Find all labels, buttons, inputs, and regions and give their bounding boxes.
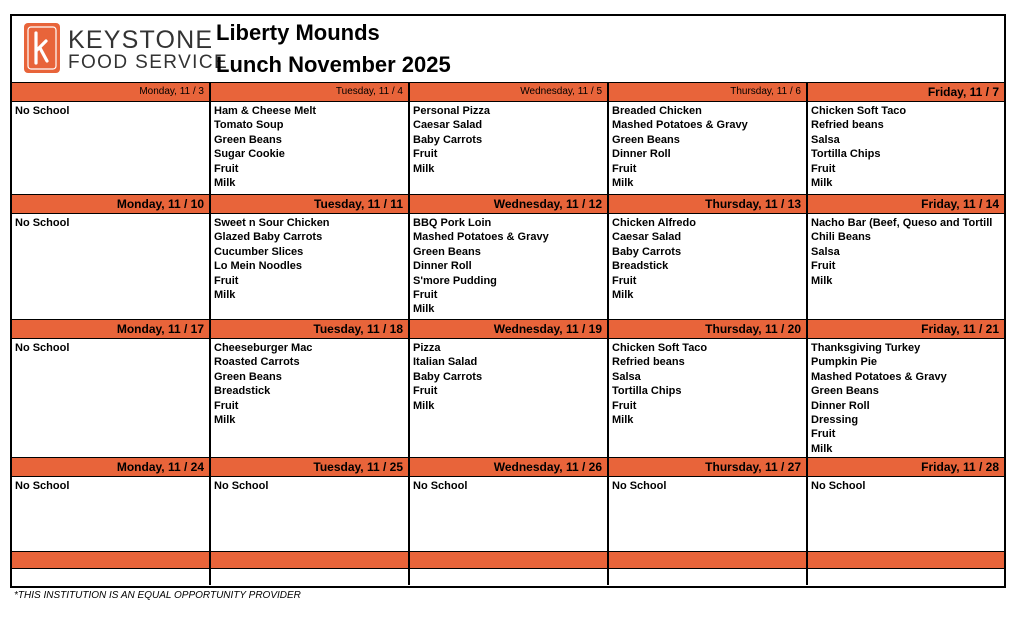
keystone-logo	[24, 23, 60, 73]
menu-item: Glazed Baby Carrots	[214, 231, 323, 244]
menu-calendar	[12, 82, 1004, 585]
menu-sheet	[10, 14, 1006, 588]
menu-item: Chicken Soft Taco	[811, 105, 907, 117]
day-cell	[808, 477, 1004, 551]
menu-item: No School	[15, 342, 70, 354]
menu-item: Milk	[811, 177, 833, 190]
day-header: Friday, 11 / 21	[921, 322, 999, 336]
menu-item: Baby Carrots	[413, 133, 483, 146]
menu-item: Milk	[214, 177, 236, 190]
menu-item: Roasted Carrots	[214, 356, 300, 369]
menu-title: Lunch November 2025	[216, 52, 451, 77]
menu-item: Breadstick	[214, 385, 271, 398]
day-header: Friday, 11 / 7	[927, 85, 999, 99]
day-header: Wednesday, 11 / 26	[410, 458, 609, 476]
menu-item: Nacho Bar (Beef, Queso and Tortill	[811, 217, 993, 229]
menu-item: Chicken Alfredo	[612, 217, 696, 229]
menu-item: Ham & Cheese Melt	[214, 105, 317, 117]
day-header: Tuesday, 11 / 4	[211, 83, 410, 101]
day-cell	[609, 339, 808, 457]
menu-item: Fruit	[811, 428, 836, 441]
menu-item: Sweet n Sour Chicken	[214, 217, 330, 229]
menu-item: Fruit	[413, 289, 438, 302]
brand-subtitle: FOOD SERVICE	[68, 52, 229, 73]
day-cell	[12, 214, 211, 319]
menu-item: Milk	[413, 162, 435, 175]
week-row	[12, 476, 1004, 551]
day-cell	[12, 339, 211, 457]
week-header	[12, 319, 1004, 338]
menu-item: Green Beans	[811, 385, 879, 398]
menu-item: Tortilla Chips	[612, 385, 682, 398]
menu-item: Green Beans	[612, 133, 680, 146]
day-cell	[211, 102, 410, 194]
menu-item: Dinner Roll	[413, 260, 472, 273]
day-cell	[609, 102, 808, 194]
menu-item: Cucumber Slices	[214, 245, 304, 258]
menu-item: Milk	[214, 414, 236, 427]
menu-item: Tortilla Chips	[811, 148, 881, 161]
menu-item: Sugar Cookie	[214, 148, 285, 161]
menu-item: Dinner Roll	[612, 148, 671, 161]
day-cell	[410, 102, 609, 194]
menu-item: Breadstick	[612, 260, 669, 273]
day-header: Thursday, 11 / 20	[609, 320, 808, 338]
menu-item: Salsa	[811, 133, 840, 146]
menu-item: Chili Beans	[811, 231, 871, 244]
day-cell	[808, 339, 1004, 457]
day-cell	[211, 339, 410, 457]
menu-item: Milk	[612, 177, 634, 190]
menu-item: Personal Pizza	[413, 105, 491, 117]
menu-item: Milk	[214, 289, 236, 302]
menu-item: No School	[612, 480, 667, 492]
menu-item: Fruit	[413, 148, 438, 161]
menu-item: Fruit	[413, 385, 438, 398]
day-header: Wednesday, 11 / 12	[410, 195, 609, 213]
week-row	[12, 338, 1004, 457]
day-header: Monday, 11 / 3	[12, 83, 211, 101]
equal-opportunity-notice: *THIS INSTITUTION IS AN EQUAL OPPORTUNITY PROVIDER	[14, 590, 301, 601]
menu-item: Refried beans	[811, 119, 884, 132]
menu-item: Dressing	[811, 414, 859, 427]
day-header: Thursday, 11 / 27	[609, 458, 808, 476]
header	[12, 16, 1004, 82]
day-header: Thursday, 11 / 6	[609, 83, 808, 101]
menu-item: Green Beans	[413, 245, 481, 258]
menu-item: Italian Salad	[413, 356, 478, 369]
day-header: Thursday, 11 / 13	[609, 195, 808, 213]
menu-item: Chicken Soft Taco	[612, 342, 708, 354]
day-cell	[410, 214, 609, 319]
menu-item: Breaded Chicken	[612, 105, 702, 117]
day-cell	[211, 214, 410, 319]
menu-item: Mashed Potatoes & Gravy	[612, 119, 748, 132]
menu-item: No School	[413, 480, 468, 492]
day-header: Wednesday, 11 / 5	[410, 83, 609, 101]
menu-item: Fruit	[214, 274, 239, 287]
menu-item: Milk	[413, 303, 435, 316]
menu-item: Green Beans	[214, 133, 282, 146]
menu-item: Green Beans	[214, 370, 282, 383]
day-cell	[808, 102, 1004, 194]
day-cell	[609, 214, 808, 319]
menu-item: S'more Pudding	[413, 274, 497, 287]
day-header: Friday, 11 / 28	[921, 460, 999, 474]
empty-week-header	[12, 551, 1004, 568]
day-cell	[410, 339, 609, 457]
menu-item: Caesar Salad	[413, 119, 483, 132]
week-row	[12, 101, 1004, 194]
day-header: Tuesday, 11 / 25	[211, 458, 410, 476]
menu-item: Lo Mein Noodles	[214, 260, 302, 273]
menu-item: Fruit	[811, 260, 836, 273]
menu-item: Milk	[612, 414, 634, 427]
menu-item: Salsa	[612, 370, 641, 383]
menu-item: Milk	[612, 289, 634, 302]
school-name: Liberty Mounds	[216, 20, 380, 45]
menu-item: Milk	[811, 442, 833, 455]
menu-item: Fruit	[811, 162, 836, 175]
day-cell	[808, 214, 1004, 319]
menu-item: Dinner Roll	[811, 399, 870, 412]
menu-item: Salsa	[811, 245, 840, 258]
menu-item: Milk	[413, 399, 435, 412]
menu-item: No School	[214, 480, 269, 492]
menu-item: Mashed Potatoes & Gravy	[811, 370, 947, 383]
day-header: Tuesday, 11 / 11	[211, 195, 410, 213]
day-header: Monday, 11 / 24	[12, 458, 211, 476]
week-header	[12, 457, 1004, 476]
day-cell	[211, 477, 410, 551]
day-cell	[12, 477, 211, 551]
day-header: Wednesday, 11 / 19	[410, 320, 609, 338]
menu-item: No School	[15, 480, 70, 492]
menu-item: Refried beans	[612, 356, 685, 369]
brand-name: KEYSTONE	[68, 26, 214, 54]
day-cell	[609, 477, 808, 551]
menu-item: No School	[811, 480, 866, 492]
menu-item: Baby Carrots	[612, 245, 682, 258]
day-header: Tuesday, 11 / 18	[211, 320, 410, 338]
menu-item: Fruit	[612, 399, 637, 412]
day-header: Monday, 11 / 10	[12, 195, 211, 213]
menu-item: Tomato Soup	[214, 119, 284, 132]
day-cell	[12, 102, 211, 194]
empty-week-row	[12, 568, 1004, 585]
menu-item: No School	[15, 105, 70, 117]
week-header	[12, 82, 1004, 101]
menu-item: Thanksgiving Turkey	[811, 342, 921, 354]
week-header	[12, 194, 1004, 213]
menu-item: Milk	[811, 274, 833, 287]
menu-item: Caesar Salad	[612, 231, 682, 244]
k-logo-icon	[24, 23, 60, 73]
menu-item: No School	[15, 217, 70, 229]
day-header: Monday, 11 / 17	[12, 320, 211, 338]
menu-item: Fruit	[612, 162, 637, 175]
day-cell	[410, 477, 609, 551]
menu-item: Fruit	[214, 399, 239, 412]
menu-item: Fruit	[214, 162, 239, 175]
menu-item: Cheeseburger Mac	[214, 342, 313, 354]
week-row	[12, 213, 1004, 319]
menu-item: Mashed Potatoes & Gravy	[413, 231, 549, 244]
menu-item: Pizza	[413, 342, 441, 354]
menu-item: BBQ Pork Loin	[413, 217, 492, 229]
day-header: Friday, 11 / 14	[921, 197, 999, 211]
menu-item: Fruit	[612, 274, 637, 287]
menu-item: Baby Carrots	[413, 370, 483, 383]
menu-item: Pumpkin Pie	[811, 356, 878, 369]
